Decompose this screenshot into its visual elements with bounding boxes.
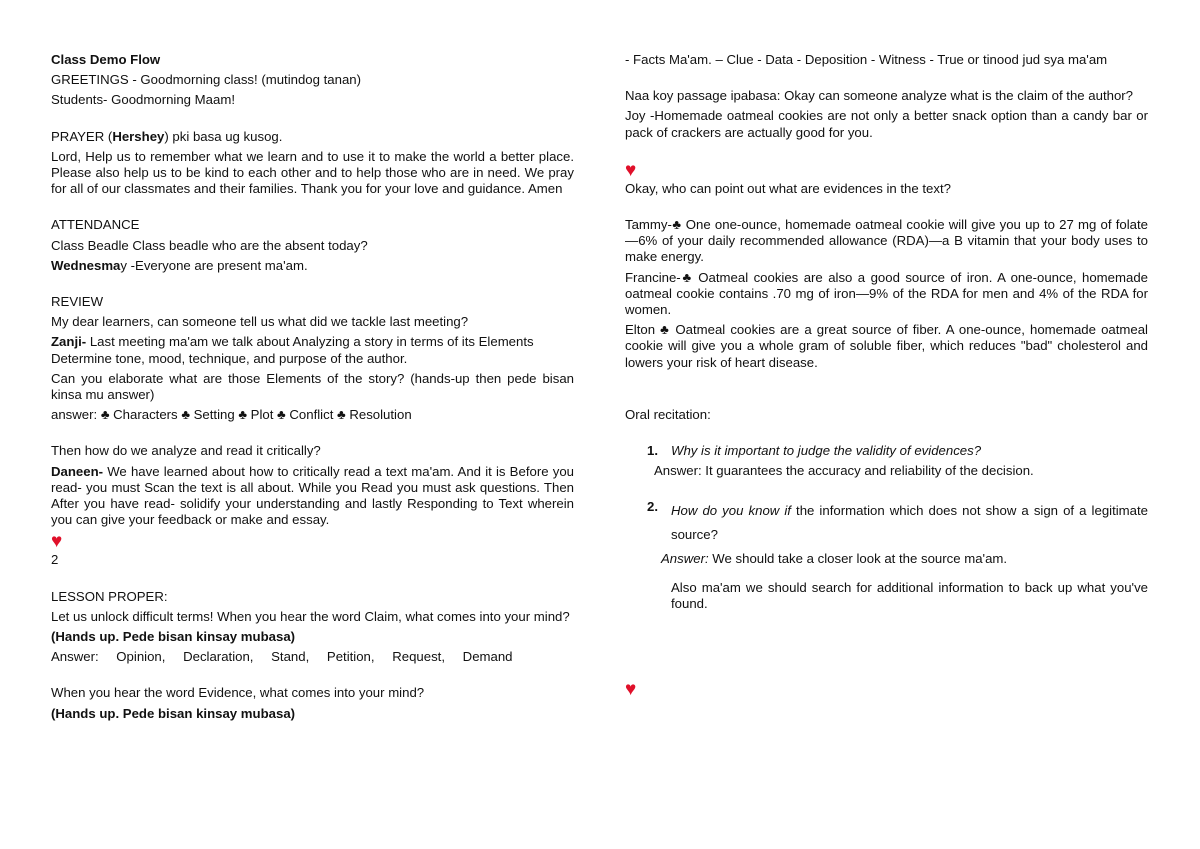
- hands-up-note: (Hands up. Pede bisan kinsay mubasa): [51, 629, 296, 645]
- evidence-prompt: Okay, who can point out what are evidences in the text?: [625, 180, 951, 196]
- students-reply: Students- Goodmorning Maam!: [51, 92, 235, 108]
- question-answer: Answer: We should take a closer look at the source ma'am.: [661, 551, 1008, 567]
- page-title: Class Demo Flow: [51, 52, 161, 67]
- page-number: 2: [51, 552, 59, 568]
- question-list: [625, 443, 1148, 612]
- heart-icon: ♥: [51, 531, 63, 553]
- prayer-line: PRAYER (Hershey) pki basa ug kusog.: [51, 128, 283, 144]
- zanji-answer: Zanji- Last meeting ma'am we talk about Analyzing a story in terms of its Elements Determine tone, mood, technique, and purpose of the author.: [51, 334, 534, 366]
- hands-up-note-2: (Hands up. Pede bisan kinsay mubasa): [51, 705, 296, 721]
- question-answer-extra: Also ma'am we should search for additional information to back up what you've found.: [671, 579, 1148, 611]
- prayer-text: Lord, Help us to remember what we learn and to use it to make the world a better place. Please also help us to be kind to each other and to help those who are in need. We pray for all of our classmates and their families. Thank you for your love and guidance. Amen: [51, 148, 574, 197]
- oral-recitation-heading: Oral recitation:: [625, 406, 711, 422]
- evidence-question: When you hear the word Evidence, what comes into your mind?: [51, 685, 425, 701]
- greetings-line: GREETINGS - Goodmorning class! (mutindog tanan): [51, 72, 362, 88]
- francine-answer: Francine-♣ Oatmeal cookies are also a good source of iron. A one-ounce, homemade oatmeal cookie contains .70 mg of iron—9% of the RDA for men and 4% of the RDA for women.: [625, 269, 1148, 318]
- attendance-question: Class Beadle Class beadle who are the absent today?: [51, 237, 368, 253]
- question-item: 1. Why is it important to judge the validity of evidences?: [625, 443, 1148, 459]
- evidence-answer: - Facts Ma'am. – Clue - Data - Deposition - Witness - True or tinood jud sya ma'am: [625, 52, 1108, 67]
- daneen-answer: Daneen- We have learned about how to critically read a text ma'am. And it is Before you read- you must Scan the text is all about. While you Read you must ask questions. Then After you have read- solidify your understanding and lastly Responding to Text wherein you can give your feedback or make and essay.: [51, 463, 574, 528]
- analyze-question: Then how do we analyze and read it critically?: [51, 443, 321, 459]
- right-column: [625, 52, 1148, 700]
- left-column: [51, 52, 574, 726]
- tammy-answer: Tammy-♣ One one-ounce, homemade oatmeal cookie will give you up to 27 mg of folate—6% of your daily recommended allowance (RDA)—a B vitamin that your body uses to make energy.: [625, 217, 1148, 265]
- claim-answer: Answer: Opinion, Declaration, Stand, Petition, Request, Demand: [51, 649, 513, 665]
- heart-icon: ♥: [625, 679, 637, 701]
- passage-prompt: Naa koy passage ipabasa: Okay can someone analyze what is the claim of the author?: [625, 88, 1134, 104]
- claim-question: Let us unlock difficult terms! When you hear the word Claim, what comes into your mind?: [51, 608, 570, 624]
- question-item: 2. How do you know if the information which does not show a sign of a legitimate source?: [625, 499, 1148, 547]
- lesson-heading: LESSON PROPER:: [51, 588, 168, 604]
- question-answer: Answer: It guarantees the accuracy and reliability of the decision.: [654, 463, 1034, 479]
- heart-icon: ♥: [625, 159, 637, 181]
- question-text: How do you know if the information which does not show a sign of a legitimate source?: [671, 503, 1148, 543]
- review-heading: REVIEW: [51, 294, 104, 310]
- question-text: Why is it important to judge the validity of evidences?: [671, 443, 982, 459]
- attendance-heading: ATTENDANCE: [51, 217, 140, 233]
- elaborate-question: Can you elaborate what are those Elements of the story? (hands-up then pede bisan kinsa mu answer): [51, 370, 574, 403]
- elements-answer: answer: ♣ Characters ♣ Setting ♣ Plot ♣ Conflict ♣ Resolution: [51, 407, 412, 423]
- joy-answer: Joy -Homemade oatmeal cookies are not only a better snack option than a candy bar or pack of crackers are actually good for you.: [625, 108, 1148, 140]
- elton-answer: Elton ♣ Oatmeal cookies are a great source of fiber. A one-ounce, homemade oatmeal cookie will give you a whole gram of soluble fiber, which reduces "bad" cholesterol and lowers your risk of heart disease.: [625, 322, 1148, 370]
- review-question: My dear learners, can someone tell us what did we tackle last meeting?: [51, 314, 469, 330]
- attendance-answer: Wednesmay -Everyone are present ma'am.: [51, 257, 308, 273]
